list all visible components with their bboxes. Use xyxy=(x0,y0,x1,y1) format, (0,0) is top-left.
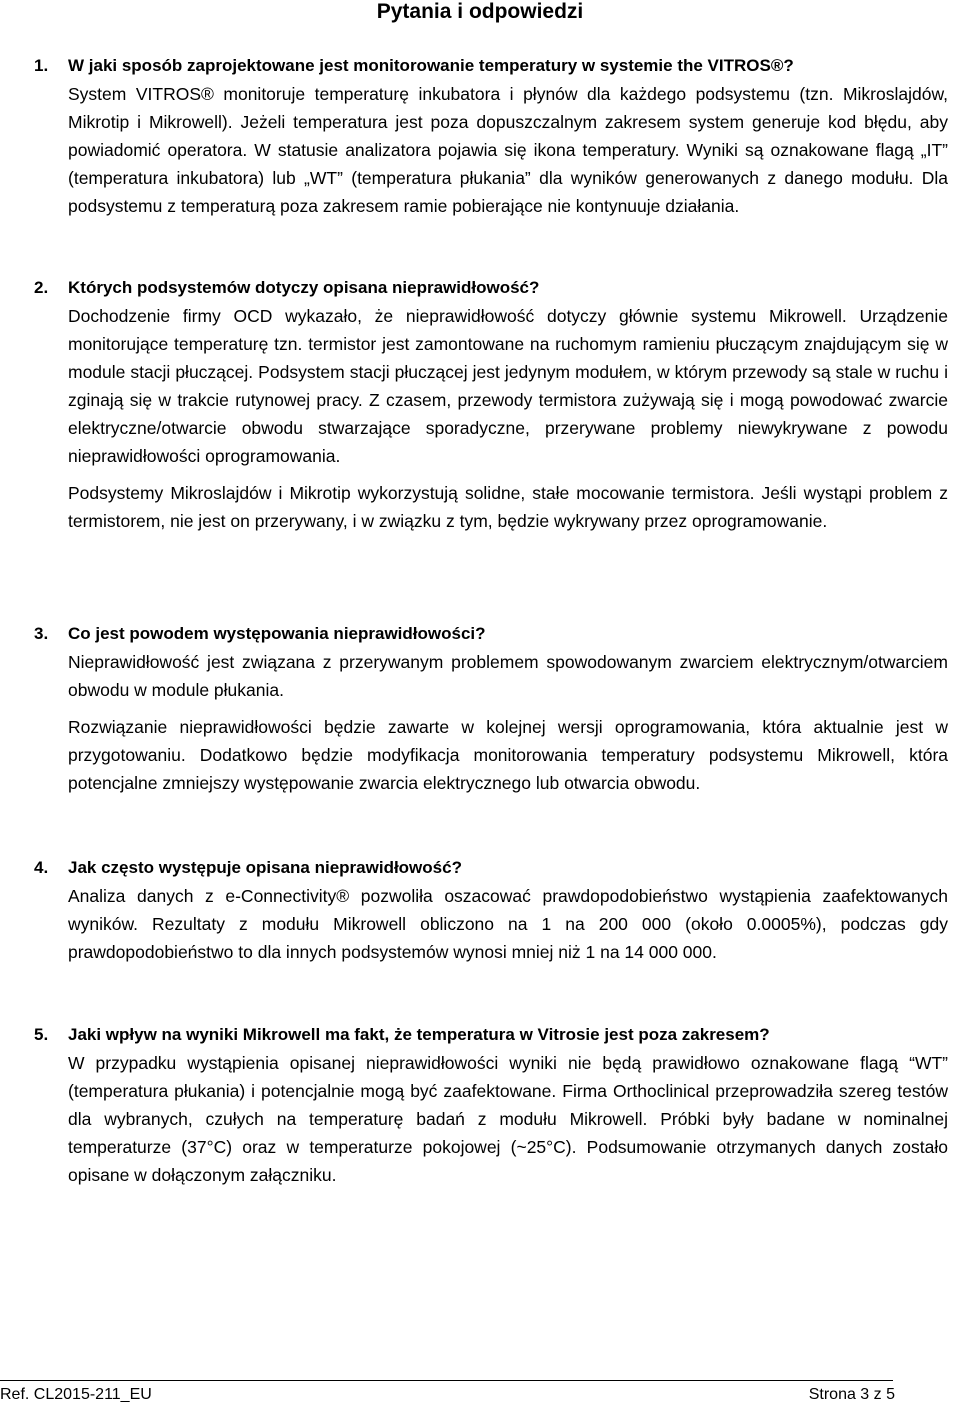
answer-paragraph: Nieprawidłowość jest związana z przerywanym problemem spowodowanym zwarciem elektrycznym/otwarciem obwodu w module płukania. xyxy=(68,652,948,700)
question-number: 1. xyxy=(34,56,49,75)
question-heading xyxy=(34,854,948,882)
question-4 xyxy=(0,854,960,966)
page-title: Pytania i odpowiedzi xyxy=(376,0,584,23)
question-5 xyxy=(0,1021,960,1189)
question-heading xyxy=(34,274,948,302)
question-1 xyxy=(0,52,960,220)
question-text: Jaki wpływ na wyniki Mikrowell ma fakt, że temperatura w Vitrosie jest poza zakresem? xyxy=(68,1025,770,1044)
footer-page-number: Strona 3 z 5 xyxy=(808,1386,895,1403)
question-number: 2. xyxy=(34,278,49,297)
answer-paragraph: Rozwiązanie nieprawidłowości będzie zawarte w kolejnej wersji oprogramowania, która aktualnie jest w przygotowaniu. Dodatkowo będzie modyfikacja monitorowania temperatury podsystemu Mikrowell, która potencjalne zmniejszy występowanie zwarcia elektrycznego lub otwarcia obwodu. xyxy=(68,717,948,793)
question-heading xyxy=(34,620,948,648)
question-text: Których podsystemów dotyczy opisana nieprawidłowość? xyxy=(68,278,540,297)
question-heading xyxy=(34,1021,948,1049)
footer-divider xyxy=(0,1380,893,1381)
answer-paragraph: Podsystemy Mikroslajdów i Mikrotip wykorzystują solidne, stałe mocowanie termistora. Jeśli wystąpi problem z termistorem, nie jest on przerywany, i w związku z tym, będzie wykrywany przez oprogramowanie. xyxy=(68,483,948,531)
footer-reference: Ref. CL2015-211_EU xyxy=(0,1386,152,1403)
answer-paragraph: System VITROS® monitoruje temperaturę inkubatora i płynów dla każdego podsystemu (tzn. Mikroslajdów, Mikrotip i Mikrowell). Jeżeli temperatura jest poza dopuszczalnym zakresem system generuje kod błędu, aby powiadomić operatora. W statusie analizatora pojawia się ikona temperatury. Wyniki są oznakowane flagą „IT” (temperatura inkubatora) lub „WT” (temperatura płukania” dla wyników generowanych z danego modułu. Dla podsystemu z temperaturą poza zakresem ramie pobierające nie kontynuuje działania. xyxy=(68,84,948,216)
question-3 xyxy=(0,620,960,797)
answer-paragraph: Dochodzenie firmy OCD wykazało, że nieprawidłowość dotyczy głównie systemu Mikrowell. Urządzenie monitorujące temperaturę tzn. termistor jest zamontowane na ruchomym ramieniu płuczącym znajdującym się w module stacji płuczącej. Podsystem stacji płuczącej jest jedynym modułem, w którym przewody są stale w ruchu i zginają się w trakcie rutynowej pracy. Z czasem, przewody termistora zużywają się i mogą powodować zwarcie elektryczne/otwarcie obwodu stwarzające sporadyczne, przerywane problemy niewykrywane z powodu nieprawidłowości oprogramowania. xyxy=(68,306,948,466)
question-2 xyxy=(0,274,960,535)
question-text: W jaki sposób zaprojektowane jest monitorowanie temperatury w systemie the VITROS®? xyxy=(68,56,794,75)
question-number: 4. xyxy=(34,858,49,877)
question-text: Jak często występuje opisana nieprawidłowość? xyxy=(68,858,462,877)
answer-paragraph: W przypadku wystąpienia opisanej nieprawidłowości wyniki nie będą prawidłowo oznakowane flagą “WT” (temperatura płukania) i potencjalnie mogą być zaafektowane. Firma Orthoclinical przeprowadziła szereg testów dla wybranych, czułych na temperaturę badań z modułu Mikrowell. Próbki były badane w nominalnej temperaturze (37°C) oraz w temperaturze pokojowej (~25°C). Podsumowanie otrzymanych danych zostało opisane w dołączonym załączniku. xyxy=(68,1053,948,1185)
question-text: Co jest powodem występowania nieprawidłowości? xyxy=(68,624,486,643)
question-number: 5. xyxy=(34,1025,49,1044)
answer-paragraph: Analiza danych z e-Connectivity® pozwoliła oszacować prawdopodobieństwo wystąpienia zaafektowanych wyników. Rezultaty z modułu Mikrowell obliczono na 1 na 200 000 (około 0.0005%), podczas gdy prawdopodobieństwo to dla innych podsystemów wynosi mniej niż 1 na 14 000 000. xyxy=(68,886,948,962)
question-heading xyxy=(34,52,948,80)
question-number: 3. xyxy=(34,624,49,643)
